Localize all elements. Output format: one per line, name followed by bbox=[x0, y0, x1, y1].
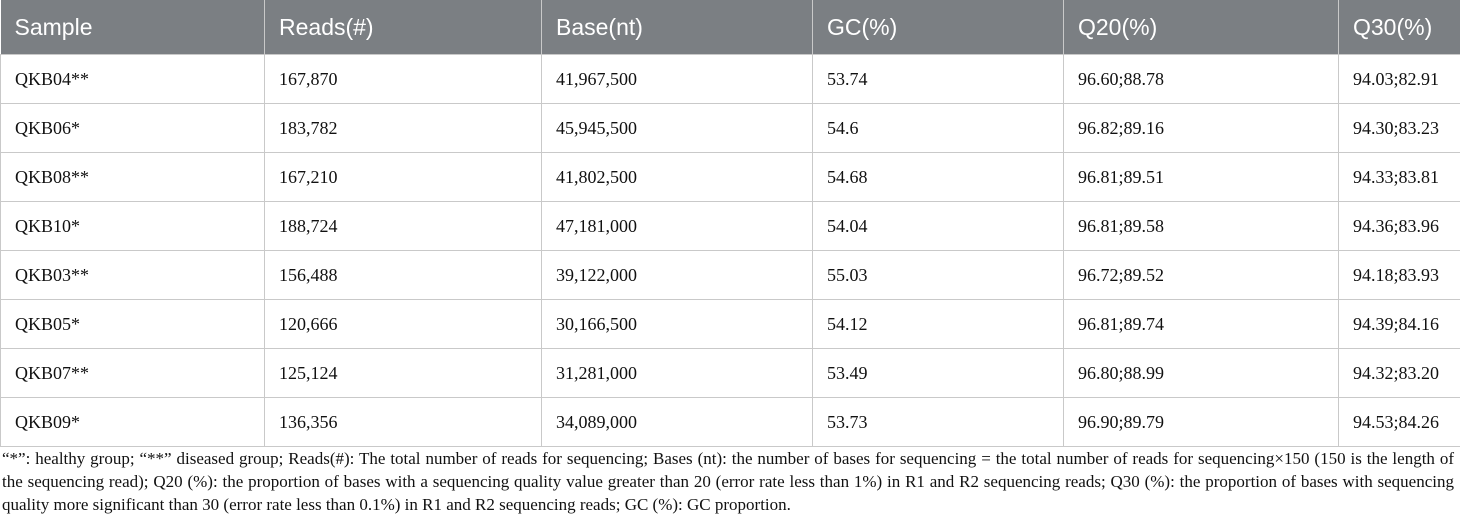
gc-cell: 53.73 bbox=[813, 398, 1064, 447]
q20-cell: 96.81;89.51 bbox=[1064, 153, 1339, 202]
reads-cell: 120,666 bbox=[265, 300, 542, 349]
base-cell: 30,166,500 bbox=[542, 300, 813, 349]
sample-cell: QKB03** bbox=[1, 251, 265, 300]
base-cell: 34,089,000 bbox=[542, 398, 813, 447]
q30-cell: 94.32;83.20 bbox=[1339, 349, 1460, 398]
base-cell: 41,802,500 bbox=[542, 153, 813, 202]
base-cell: 31,281,000 bbox=[542, 349, 813, 398]
q20-cell: 96.82;89.16 bbox=[1064, 104, 1339, 153]
q20-cell: 96.90;89.79 bbox=[1064, 398, 1339, 447]
q20-cell: 96.81;89.58 bbox=[1064, 202, 1339, 251]
gc-cell: 55.03 bbox=[813, 251, 1064, 300]
table-row bbox=[1, 153, 1460, 202]
q30-cell: 94.33;83.81 bbox=[1339, 153, 1460, 202]
q30-cell: 94.03;82.91 bbox=[1339, 55, 1460, 104]
reads-cell: 156,488 bbox=[265, 251, 542, 300]
q30-cell: 94.18;83.93 bbox=[1339, 251, 1460, 300]
column-header-reads: Reads(#) bbox=[265, 0, 542, 55]
q20-cell: 96.72;89.52 bbox=[1064, 251, 1339, 300]
q20-cell: 96.81;89.74 bbox=[1064, 300, 1339, 349]
reads-cell: 188,724 bbox=[265, 202, 542, 251]
sample-cell: QKB09* bbox=[1, 398, 265, 447]
base-cell: 47,181,000 bbox=[542, 202, 813, 251]
base-cell: 39,122,000 bbox=[542, 251, 813, 300]
gc-cell: 53.74 bbox=[813, 55, 1064, 104]
column-header-sample: Sample bbox=[1, 0, 265, 55]
reads-cell: 183,782 bbox=[265, 104, 542, 153]
table-body bbox=[1, 55, 1460, 447]
table-row bbox=[1, 251, 1460, 300]
q20-cell: 96.80;88.99 bbox=[1064, 349, 1339, 398]
q30-cell: 94.30;83.23 bbox=[1339, 104, 1460, 153]
gc-cell: 54.6 bbox=[813, 104, 1064, 153]
sample-cell: QKB07** bbox=[1, 349, 265, 398]
q30-cell: 94.39;84.16 bbox=[1339, 300, 1460, 349]
base-cell: 41,967,500 bbox=[542, 55, 813, 104]
q20-cell: 96.60;88.78 bbox=[1064, 55, 1339, 104]
table-row bbox=[1, 202, 1460, 251]
sample-cell: QKB04** bbox=[1, 55, 265, 104]
column-header-base: Base(nt) bbox=[542, 0, 813, 55]
reads-cell: 125,124 bbox=[265, 349, 542, 398]
sample-cell: QKB05* bbox=[1, 300, 265, 349]
table-row bbox=[1, 398, 1460, 447]
gc-cell: 54.04 bbox=[813, 202, 1064, 251]
q30-cell: 94.36;83.96 bbox=[1339, 202, 1460, 251]
q30-cell: 94.53;84.26 bbox=[1339, 398, 1460, 447]
gc-cell: 54.12 bbox=[813, 300, 1064, 349]
table-footnote: “*”: healthy group; “**” diseased group; Reads(#): The total number of reads for sequencing; Bases (nt): the number of bases for sequencing = the total number of reads for sequencing×150 (150 is the length of the sequencing read); Q20 (%): the proportion of bases with a sequencing quality value greater than 20 (error rate less than 1%) in R1 and R2 sequencing reads; Q30 (%): the proportion of bases with sequencing quality more significant than 30 (error rate less than 0.1%) in R1 and R2 sequencing reads; GC (%): GC proportion. bbox=[2, 449, 1454, 514]
column-header-q30: Q30(%) bbox=[1339, 0, 1460, 55]
sample-cell: QKB06* bbox=[1, 104, 265, 153]
column-header-q20: Q20(%) bbox=[1064, 0, 1339, 55]
gc-cell: 53.49 bbox=[813, 349, 1064, 398]
reads-cell: 167,870 bbox=[265, 55, 542, 104]
sample-cell: QKB08** bbox=[1, 153, 265, 202]
table-row bbox=[1, 349, 1460, 398]
gc-cell: 54.68 bbox=[813, 153, 1064, 202]
reads-cell: 167,210 bbox=[265, 153, 542, 202]
table-row bbox=[1, 55, 1460, 104]
sample-cell: QKB10* bbox=[1, 202, 265, 251]
table-row bbox=[1, 300, 1460, 349]
table-row bbox=[1, 104, 1460, 153]
column-header-gc: GC(%) bbox=[813, 0, 1064, 55]
base-cell: 45,945,500 bbox=[542, 104, 813, 153]
reads-cell: 136,356 bbox=[265, 398, 542, 447]
table-header-row bbox=[1, 0, 1460, 55]
